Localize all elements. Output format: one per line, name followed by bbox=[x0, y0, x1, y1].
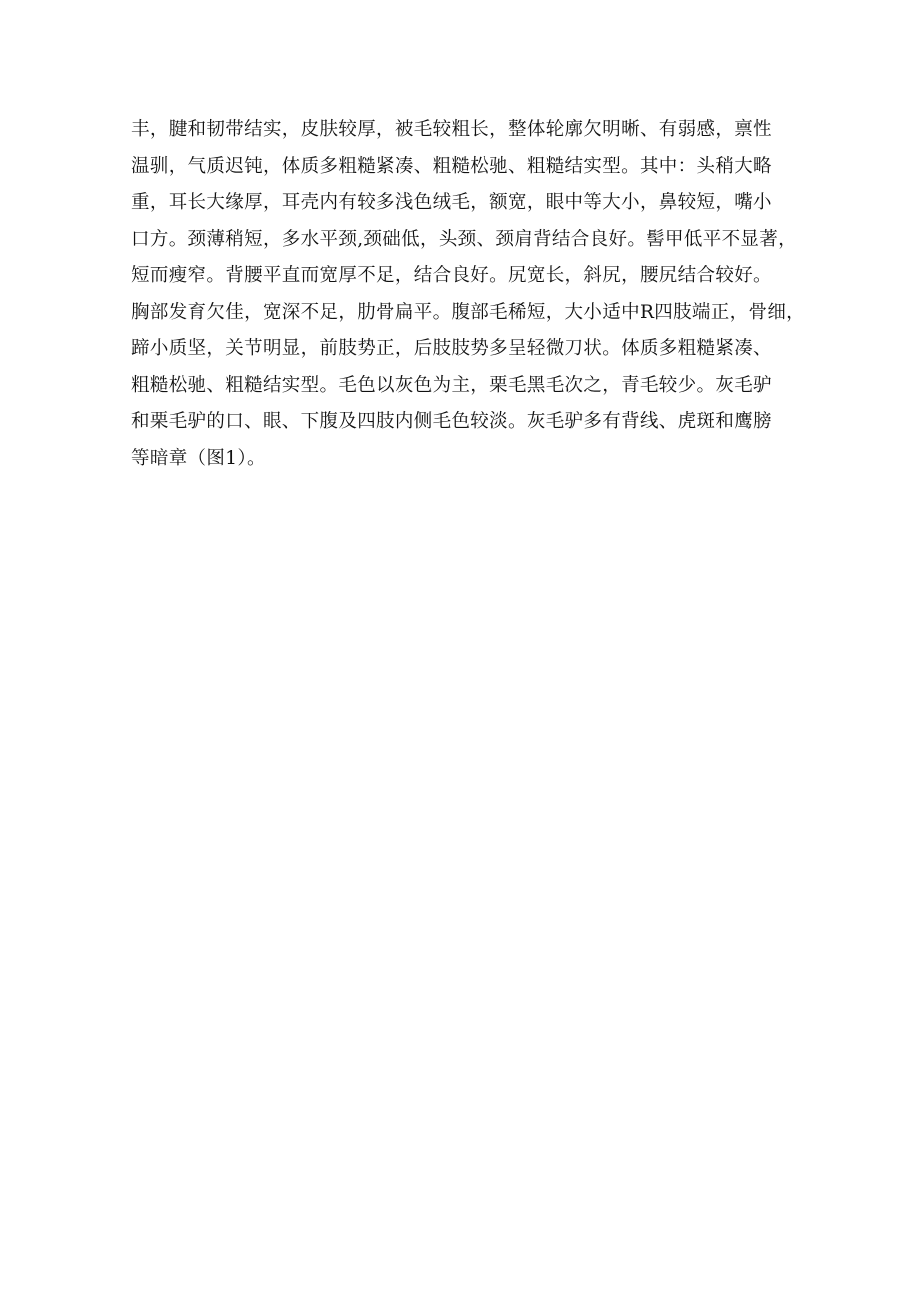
paragraph-line: 口方。颈薄稍短，多水平颈,颈础低，头颈、颈肩背结合良好。髻甲低平不显著， bbox=[131, 228, 797, 250]
paragraph-line: 蹄小质坚，关节明显，前肢势正，后肢肢势多呈轻微刀状。体质多粗糙紧凑、 bbox=[131, 338, 772, 359]
paragraph-line: 等暗章（图1）。 bbox=[131, 447, 266, 469]
paragraph-line: 和栗毛驴的口、眼、下腹及四肢内侧毛色较淡。灰毛驴多有背线、虎斑和鹰膀 bbox=[131, 411, 772, 432]
body-paragraph bbox=[131, 112, 831, 477]
paragraph-line: 温驯，气质迟钝，体质多粗糙紧凑、粗糙松驰、粗糙结实型。其中：头稍大略 bbox=[131, 155, 772, 177]
paragraph-line: 短而瘦窄。背腰平直而宽厚不足，结合良好。尻宽长，斜尻，腰尻结合较好。 bbox=[131, 265, 772, 286]
paragraph-line: 重，耳长大缘厚，耳壳内有较多浅色绒毛，额宽，眼中等大小，鼻较短，嘴小 bbox=[131, 192, 772, 213]
paragraph-line: 粗糙松驰、粗糙结实型。毛色以灰色为主，栗毛黑毛次之，青毛较少。灰毛驴 bbox=[131, 374, 772, 396]
paragraph-line: 丰，腱和韧带结实，皮肤较厚，被毛较粗长，整体轮廓欠明晰、有弱感，禀性 bbox=[131, 119, 772, 140]
paragraph-line: 胸部发育欠佳，宽深不足，肋骨扁平。腹部毛稀短，大小适中R四肢端正，骨细， bbox=[131, 301, 806, 323]
